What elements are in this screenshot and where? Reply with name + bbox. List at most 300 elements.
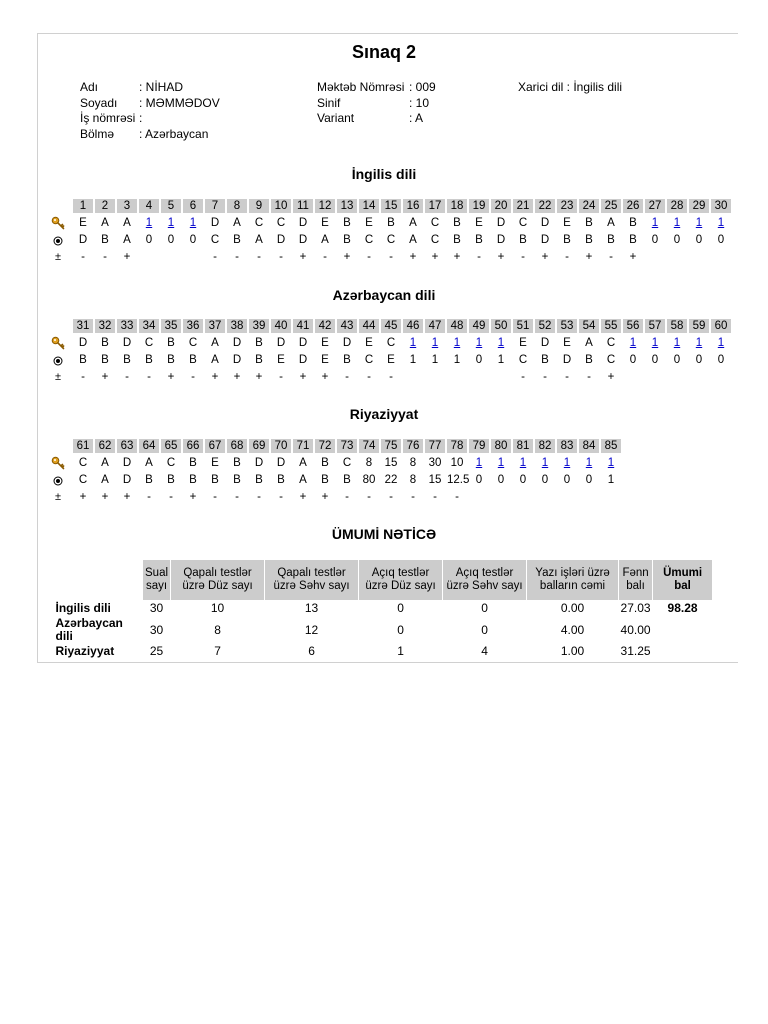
answer-key-link[interactable]: 1 — [651, 337, 659, 349]
grid-cell — [667, 369, 687, 385]
summary-value: 13 — [304, 601, 319, 615]
summary-header-row — [54, 560, 713, 601]
grid-cell: - — [389, 491, 393, 503]
grid-cell: B — [211, 474, 219, 486]
summary-value: 8 — [214, 622, 221, 637]
grid-cell: 0 — [717, 234, 725, 246]
grid-cell: D — [496, 217, 506, 229]
grid-cell: 83 — [557, 439, 577, 453]
grid-cell: + — [233, 371, 241, 383]
summary-value: 0 — [397, 601, 404, 615]
grid-cell: B — [585, 217, 593, 229]
grid-cell: C — [364, 234, 374, 246]
grid-cell: 57 — [645, 319, 665, 333]
grid-cell: - — [389, 371, 393, 383]
grid-cell: D — [78, 337, 88, 349]
grid-cell: 0 — [695, 354, 703, 366]
grid-cell: C — [606, 337, 616, 349]
answer-key-link[interactable]: 1 — [409, 337, 417, 349]
info-line — [80, 127, 208, 142]
grid-cell: - — [521, 251, 525, 263]
grid-cell: A — [211, 354, 219, 366]
grid-cell: 8 — [409, 457, 417, 469]
summary-subject: Riyaziyyat — [55, 644, 115, 658]
grid-cell: A — [299, 457, 307, 469]
grid-cell: 81 — [513, 439, 533, 453]
summary-title: ÜMUMİ NƏTİCƏ — [331, 526, 437, 542]
grid-cell: - — [455, 491, 459, 503]
grid-cell: A — [607, 217, 615, 229]
grid-cell: B — [233, 474, 241, 486]
grid-cell: D — [254, 457, 264, 469]
answer-key-link[interactable]: 1 — [453, 337, 461, 349]
summary-subject: Azərbaycan dili — [55, 616, 123, 643]
grid-cell: - — [235, 251, 239, 263]
grid-cell: C — [364, 354, 374, 366]
info-label: Bölmə — [80, 126, 115, 141]
summary-header: Qapalı testlər üzrə Düz sayı — [171, 560, 265, 601]
grid-cell: 62 — [95, 439, 115, 453]
grid-cell: - — [477, 251, 481, 263]
grid-cell: A — [101, 457, 109, 469]
answer-key-link[interactable]: 1 — [541, 457, 549, 469]
grid-cell: 78 — [447, 439, 467, 453]
grid-cell: 1 — [431, 354, 439, 366]
grid-cell: E — [79, 217, 87, 229]
grid-cell: + — [123, 251, 131, 263]
grid-cell: 50 — [491, 319, 511, 333]
grid-cell: + — [167, 371, 175, 383]
answer-key-link[interactable]: 1 — [651, 217, 659, 229]
grid-cell: - — [323, 251, 327, 263]
grid-cell: B — [475, 234, 483, 246]
summary-header: Sual sayı — [143, 560, 171, 601]
grid-cell: 60 — [711, 319, 731, 333]
grid-cell: D — [342, 337, 352, 349]
grid-cell: + — [101, 371, 109, 383]
grid-cell: 36 — [183, 319, 203, 333]
grid-cell: D — [276, 234, 286, 246]
grid-cell: 10 — [271, 199, 291, 213]
grid-cell: C — [430, 234, 440, 246]
summary-value: 40.00 — [620, 622, 651, 637]
answer-key-link[interactable]: 1 — [167, 217, 175, 229]
info-line — [80, 80, 183, 95]
grid-cell: - — [411, 491, 415, 503]
grid-cell: - — [279, 491, 283, 503]
grid-cell: 10 — [450, 457, 464, 469]
info-label: Variant — [317, 111, 355, 125]
grid-cell: - — [345, 491, 349, 503]
grid-cell: A — [321, 234, 329, 246]
grid-cell: 15 — [428, 474, 442, 486]
summary-value: 27.03 — [620, 601, 651, 615]
grid-cell: 72 — [315, 439, 335, 453]
grid-cell: 17 — [425, 199, 445, 213]
info-label: Sinif — [317, 95, 341, 110]
grid-cell: D — [496, 234, 506, 246]
grid-cell: + — [607, 371, 615, 383]
grid-cell: B — [585, 354, 593, 366]
key-icon — [51, 336, 65, 352]
grid-cell: B — [189, 354, 197, 366]
grid-cell: 69 — [249, 439, 269, 453]
grid-cell: C — [606, 354, 616, 366]
grid-cell: 8 — [227, 199, 247, 213]
grid-cell: B — [563, 234, 571, 246]
grid-cell: - — [81, 251, 85, 263]
grid-cell: 63 — [117, 439, 137, 453]
grid-cell: 84 — [579, 439, 599, 453]
grid-cell: 3 — [117, 199, 137, 213]
grid-cell: 74 — [359, 439, 379, 453]
grid-cell: D — [298, 234, 308, 246]
summary-row — [54, 616, 713, 644]
grid-cell: B — [79, 354, 87, 366]
grid-cell: 0 — [167, 234, 175, 246]
info-value: : 009 — [409, 80, 436, 94]
summary-header: Fənn balı — [619, 560, 653, 601]
grid-cell: 46 — [403, 319, 423, 333]
grid-cell: 0 — [695, 234, 703, 246]
grid-cell: + — [541, 251, 549, 263]
grid-cell: 0 — [651, 354, 659, 366]
grid-cell: 21 — [513, 199, 533, 213]
section-title-math: Riyaziyyat — [349, 406, 419, 422]
grid-cell: - — [345, 371, 349, 383]
grid-cell — [513, 489, 533, 505]
grid-cell: 38 — [227, 319, 247, 333]
grid-cell: 82 — [535, 439, 555, 453]
grid-cell: 4 — [139, 199, 159, 213]
answer-key-link[interactable]: 1 — [519, 457, 527, 469]
summary-value: 4 — [481, 644, 488, 658]
grid-cell — [183, 249, 203, 265]
grid-cell: + — [629, 251, 637, 263]
grid-cell — [579, 489, 599, 505]
grid-cell: C — [210, 234, 220, 246]
summary-value: 1.00 — [560, 644, 585, 658]
grid-cell: A — [409, 234, 417, 246]
grid-cell: - — [125, 371, 129, 383]
grid-cell: 35 — [161, 319, 181, 333]
grid-cell: 68 — [227, 439, 247, 453]
grid-cell: 70 — [271, 439, 291, 453]
grid-cell: 40 — [271, 319, 291, 333]
grid-cell: D — [540, 234, 550, 246]
grid-cell: C — [188, 337, 198, 349]
grid-cell: 59 — [689, 319, 709, 333]
grid-cell: 77 — [425, 439, 445, 453]
grid-cell: D — [232, 337, 242, 349]
grid-cell: + — [497, 251, 505, 263]
grid-cell: B — [189, 474, 197, 486]
answer-key-link[interactable]: 1 — [695, 337, 703, 349]
grid-cell: B — [167, 354, 175, 366]
grid-cell: C — [342, 457, 352, 469]
answer-key-link[interactable]: 1 — [497, 337, 505, 349]
summary-value: 4.00 — [560, 622, 585, 637]
answer-key-link[interactable]: 1 — [145, 217, 153, 229]
grid-cell: 80 — [491, 439, 511, 453]
grid-cell: 0 — [563, 474, 571, 486]
grid-cell — [139, 249, 159, 265]
summary-empty — [653, 616, 713, 644]
grid-cell: - — [147, 371, 151, 383]
grid-cell: B — [387, 217, 395, 229]
grid-cell: - — [565, 371, 569, 383]
key-icon — [51, 456, 65, 472]
summary-value: 0 — [481, 601, 488, 615]
grid-cell: 1 — [453, 354, 461, 366]
answer-key-link[interactable]: 1 — [585, 457, 593, 469]
grid-cell: 24 — [579, 199, 599, 213]
info-value: : A — [409, 111, 424, 125]
grid-cell: B — [343, 217, 351, 229]
grid-cell: 67 — [205, 439, 225, 453]
grid-cell: D — [276, 457, 286, 469]
grid-cell: 49 — [469, 319, 489, 333]
grid-cell: 16 — [403, 199, 423, 213]
grid-cell: - — [367, 491, 371, 503]
grid-cell: 37 — [205, 319, 225, 333]
grid-cell — [711, 369, 731, 385]
summary-empty — [653, 644, 713, 659]
summary-value: 7 — [214, 644, 221, 658]
summary-header: Açıq testlər üzrə Düz sayı — [359, 560, 443, 601]
summary-header: Qapalı testlər üzrə Səhv sayı — [265, 560, 359, 601]
grid-cell: B — [101, 234, 109, 246]
grid-cell: 0 — [673, 234, 681, 246]
grid-cell: C — [78, 457, 88, 469]
info-label: Adı — [80, 80, 99, 94]
grid-cell: - — [521, 371, 525, 383]
grid-cell: D — [540, 217, 550, 229]
grid-cell: E — [563, 337, 571, 349]
grid-cell: E — [519, 337, 527, 349]
info-value: : — [139, 111, 143, 125]
grid-cell: - — [587, 371, 591, 383]
answer-key-link[interactable]: 1 — [673, 217, 681, 229]
grid-cell: 42 — [315, 319, 335, 333]
info-label: Məktəb Nömrəsi — [317, 80, 405, 94]
grid-cell: 52 — [535, 319, 555, 333]
grid-cell: D — [298, 337, 308, 349]
grid-cell: 33 — [117, 319, 137, 333]
grid-cell: 6 — [183, 199, 203, 213]
grid-cell: D — [298, 217, 308, 229]
grid-cell: 15 — [384, 457, 398, 469]
grid-cell: - — [543, 371, 547, 383]
grid-cell: B — [585, 234, 593, 246]
grid-cell — [491, 369, 511, 385]
grid-cell: - — [257, 251, 261, 263]
answer-key-link[interactable]: 1 — [475, 337, 483, 349]
grid-cell: 19 — [469, 199, 489, 213]
grid-cell: 0 — [541, 474, 549, 486]
grid-cell: 1 — [409, 354, 417, 366]
grid-cell: 53 — [557, 319, 577, 333]
info-line — [317, 111, 423, 126]
grid-cell: 51 — [513, 319, 533, 333]
grid-cell: 85 — [601, 439, 621, 453]
summary-value: 0 — [397, 622, 404, 637]
grid-cell: - — [213, 251, 217, 263]
grid-cell: 48 — [447, 319, 467, 333]
grid-cell: 64 — [139, 439, 159, 453]
grid-cell: + — [585, 251, 593, 263]
grid-cell: D — [232, 354, 242, 366]
grid-cell: 0 — [717, 354, 725, 366]
info-line — [317, 96, 429, 111]
summary-value: 30 — [149, 622, 164, 637]
answer-key-link[interactable]: 1 — [563, 457, 571, 469]
grid-cell: 0 — [475, 354, 483, 366]
grid-cell: 32 — [95, 319, 115, 333]
grid-cell: - — [367, 371, 371, 383]
grid-cell: + — [299, 491, 307, 503]
answer-key-link[interactable]: 1 — [497, 457, 505, 469]
grid-cell — [711, 249, 731, 265]
grid-cell: - — [609, 251, 613, 263]
grid-cell: 23 — [557, 199, 577, 213]
grid-cell: 80 — [362, 474, 376, 486]
grid-cell: 0 — [651, 234, 659, 246]
grid-cell: B — [607, 234, 615, 246]
grid-cell: 11 — [293, 199, 313, 213]
grid-cell: A — [233, 217, 241, 229]
key-icon — [51, 216, 65, 232]
answer-key-link[interactable]: 1 — [673, 337, 681, 349]
grid-cell: + — [211, 371, 219, 383]
grid-cell: 30 — [711, 199, 731, 213]
grid-cell: B — [145, 474, 153, 486]
grid-cell: E — [321, 337, 329, 349]
grid-cell: A — [211, 337, 219, 349]
info-value: : Azərbaycan — [139, 126, 209, 141]
answer-key-link[interactable]: 1 — [475, 457, 483, 469]
grid-cell: E — [321, 217, 329, 229]
grid-cell — [469, 489, 489, 505]
answer-key-link[interactable]: 1 — [717, 217, 725, 229]
grid-cell: D — [298, 354, 308, 366]
grid-cell: 41 — [293, 319, 313, 333]
grid-cell: 2 — [95, 199, 115, 213]
grid-cell: 79 — [469, 439, 489, 453]
grid-cell: 0 — [585, 474, 593, 486]
grid-cell: A — [101, 474, 109, 486]
grid-cell: 47 — [425, 319, 445, 333]
summary-value: 10 — [210, 601, 225, 615]
grid-cell: 9 — [249, 199, 269, 213]
grid-cell: - — [147, 491, 151, 503]
info-label: İş nömrəsi — [80, 111, 136, 125]
grid-cell: 1 — [73, 199, 93, 213]
section-title-azerbaijani: Azərbaycan dili — [332, 287, 436, 303]
answer-key-link[interactable]: 1 — [695, 217, 703, 229]
grid-cell: B — [321, 474, 329, 486]
answer-key-link[interactable]: 1 — [717, 337, 725, 349]
grid-cell: C — [430, 217, 440, 229]
grid-cell: A — [101, 217, 109, 229]
grid-cell: B — [453, 234, 461, 246]
grid-cell: 25 — [601, 199, 621, 213]
grid-cell: A — [255, 234, 263, 246]
grid-cell: B — [541, 354, 549, 366]
grid-cell: 12 — [315, 199, 335, 213]
grid-cell: B — [167, 337, 175, 349]
grid-cell: B — [101, 354, 109, 366]
grid-cell: D — [122, 337, 132, 349]
summary-header: Yazı işləri üzrə balların cəmi — [527, 560, 619, 601]
summary-header: Açıq testlər üzrə Səhv sayı — [443, 560, 527, 601]
grid-cell: 43 — [337, 319, 357, 333]
page-title: Sınaq 2 — [351, 42, 417, 62]
grid-cell: B — [629, 217, 637, 229]
summary-row — [54, 644, 713, 659]
grid-cell: - — [81, 371, 85, 383]
grid-cell: - — [169, 491, 173, 503]
grid-cell: 0 — [497, 474, 505, 486]
grid-cell — [645, 249, 665, 265]
summary-total: 98.28 — [667, 601, 698, 615]
grid-cell — [491, 489, 511, 505]
grid-cell: 34 — [139, 319, 159, 333]
grid-cell: C — [276, 217, 286, 229]
grid-cell: 12.5 — [447, 474, 470, 486]
answer-key-link[interactable]: 1 — [189, 217, 197, 229]
grid-cell: E — [211, 457, 219, 469]
info-line — [317, 80, 436, 95]
grid-cell: 8 — [409, 474, 417, 486]
answer-key-link[interactable]: 1 — [431, 337, 439, 349]
answer-key-link[interactable]: 1 — [629, 337, 637, 349]
grid-cell: 30 — [428, 457, 442, 469]
grid-cell: D — [540, 337, 550, 349]
grid-cell: 39 — [249, 319, 269, 333]
info-line — [80, 96, 220, 111]
grid-cell: A — [299, 474, 307, 486]
grid-cell — [689, 249, 709, 265]
answer-key-link[interactable]: 1 — [607, 457, 615, 469]
grid-cell: + — [299, 371, 307, 383]
grid-cell: 45 — [381, 319, 401, 333]
grid-cell: 29 — [689, 199, 709, 213]
plus-minus-icon: ± — [54, 371, 62, 383]
grid-cell: 22 — [384, 474, 398, 486]
grid-cell: B — [277, 474, 285, 486]
grid-cell: 28 — [667, 199, 687, 213]
grid-cell: D — [210, 217, 220, 229]
grid-cell: 44 — [359, 319, 379, 333]
grid-cell: + — [255, 371, 263, 383]
grid-cell — [535, 489, 555, 505]
grid-cell: B — [255, 474, 263, 486]
grid-cell: 76 — [403, 439, 423, 453]
grid-cell: - — [279, 371, 283, 383]
grid-cell: 0 — [673, 354, 681, 366]
grid-cell: 0 — [629, 354, 637, 366]
foreign-language-info: Xarici dil : İngilis dili — [518, 80, 623, 94]
grid-cell: 73 — [337, 439, 357, 453]
grid-cell: + — [189, 491, 197, 503]
grid-cell: B — [343, 474, 351, 486]
grid-cell: C — [78, 474, 88, 486]
info-label: Soyadı — [80, 95, 118, 110]
summary-corner — [54, 560, 143, 601]
grid-cell: B — [629, 234, 637, 246]
grid-cell: 31 — [73, 319, 93, 333]
